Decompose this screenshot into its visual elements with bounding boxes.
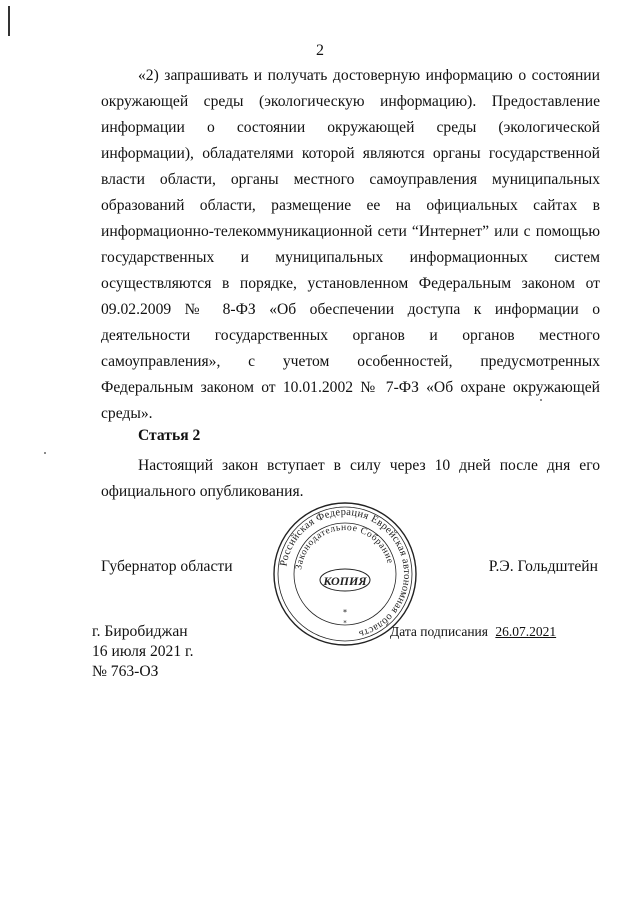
adoption-date: 16 июля 2021 г.: [92, 643, 194, 660]
scan-edge-mark: [8, 6, 10, 36]
signing-date-value: 26.07.2021: [495, 624, 557, 639]
governor-label: Губернатор области: [101, 558, 233, 575]
paragraph-amendment: «2) запрашивать и получать достоверную информацию о состоянии окружающей среды (экологическую информацию). Предоставление информации о состоянии окружающей среды (экологической информации), обладателями которой являются органы государственной власти области, органы местного самоуправления муниципальных образований области, размещение ее на официальных сайтах в информационно-телекоммуникационной сети “Интернет” или с помощью государственных и муниципальных информационных систем осуществляются в порядке, установленном Федеральным законом от 09.02.2009 № 8-ФЗ «Об обеспечении доступа к информации о деятельности государственных органов и органов местного самоуправления», с учетом особенностей, предусмотренных Федеральным законом от 10.01.2002 № 7-ФЗ «Об охране окружающей среды».: [101, 67, 600, 422]
scan-dot: [44, 452, 46, 454]
city: г. Биробиджан: [92, 623, 188, 640]
stamp-center-text: КОПИЯ: [323, 574, 367, 588]
stamp-star-icon: *: [343, 619, 347, 627]
law-number: № 763-ОЗ: [92, 663, 159, 680]
governor-name: Р.Э. Гольдштейн: [488, 558, 598, 575]
stamp-star-icon: *: [343, 608, 347, 617]
stamp-outer-text: Российская Федерация Еврейская автономная область: [278, 506, 413, 640]
article-title: Статья 2: [138, 427, 201, 444]
paragraph-entry-into-force: Настоящий закон вступает в силу через 10 дней после дня его официального опубликования.: [101, 457, 600, 500]
signing-date-block: [390, 624, 556, 640]
page-number: 2: [316, 42, 324, 59]
signing-date-label: Дата подписания: [390, 624, 488, 639]
stamp-inner-text: Законодательное Собрание: [294, 522, 395, 571]
place-block: [92, 622, 194, 682]
